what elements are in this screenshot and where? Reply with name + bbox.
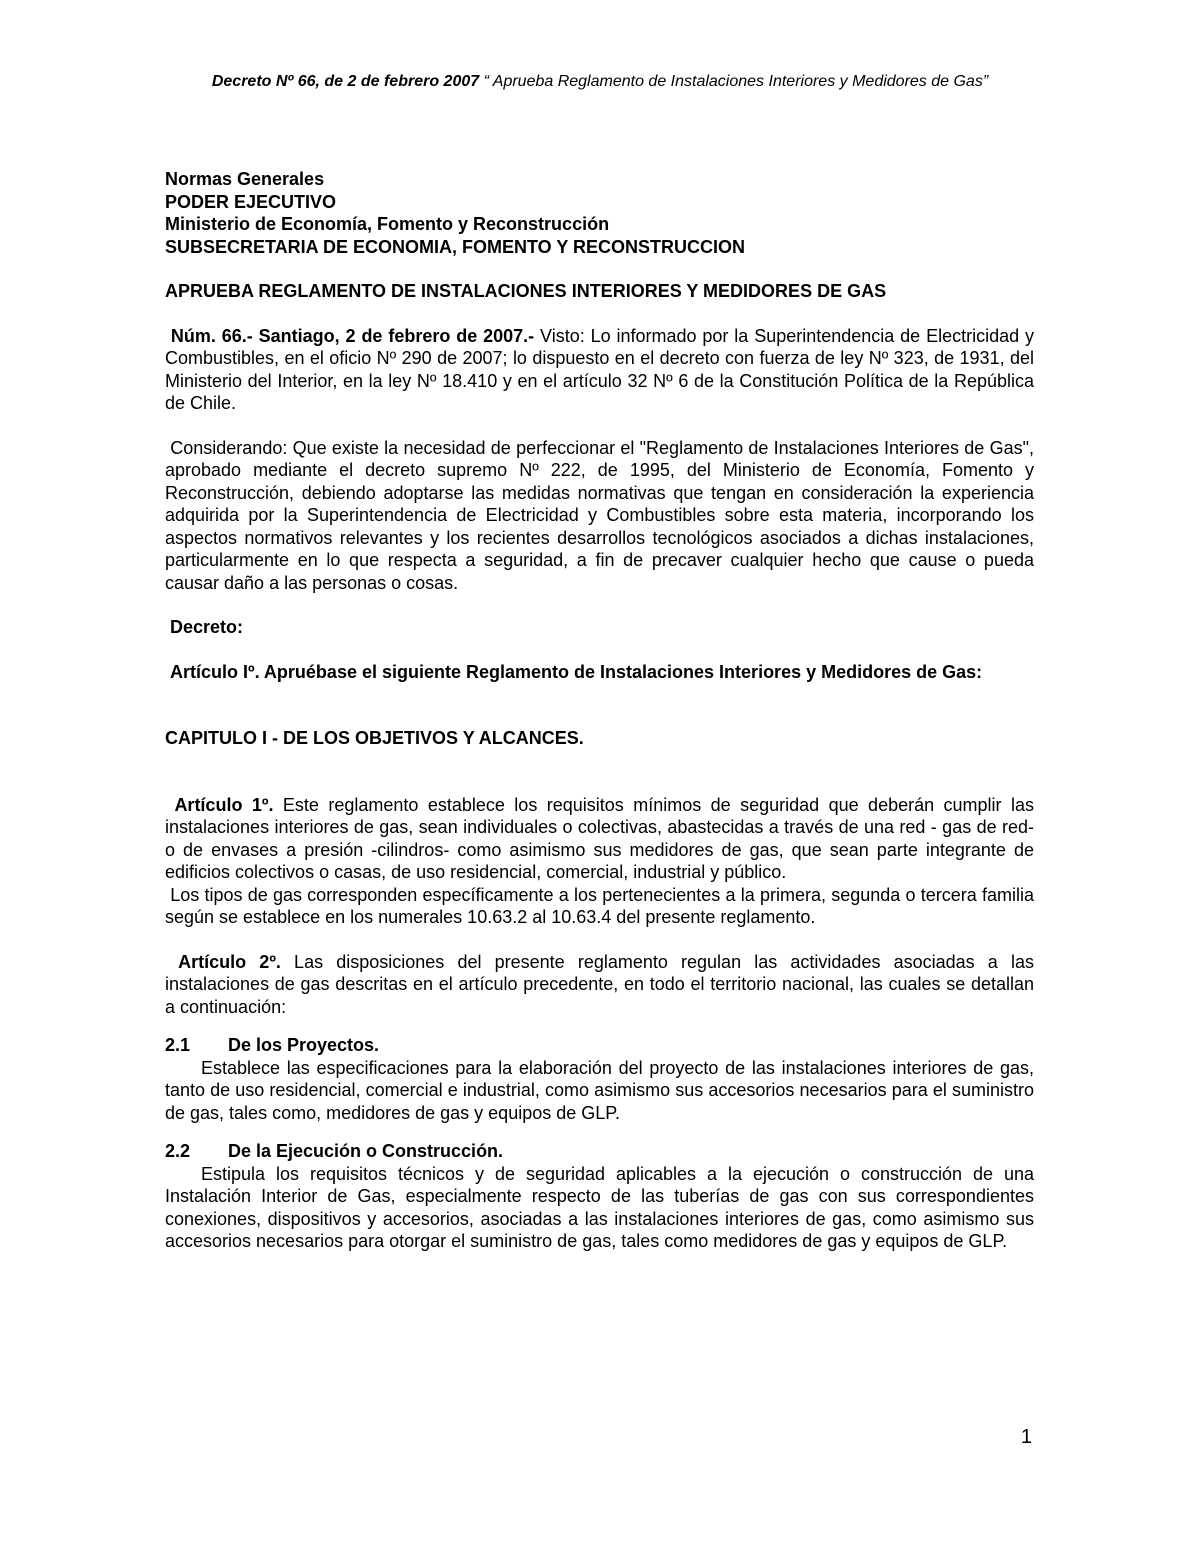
section-title: De la Ejecución o Construcción. xyxy=(228,1141,504,1161)
section-2-1-text: Establece las especificaciones para la elaboración del proyecto de las instalaciones interiores de gas, tanto de uso residencial, comercial e industrial, como asimismo sus accesorios necesarios para el suministro de gas, tales como, medidores de gas y equipos de GLP. xyxy=(165,1057,1034,1123)
running-header xyxy=(0,73,1200,91)
section-2-2-heading xyxy=(165,1140,1034,1163)
section-2-2-text: Estipula los requisitos técnicos y de seguridad aplicables a la ejecución o construcción de una Instalación Interior de Gas, especialmente respecto de las tuberías de gas con sus correspondientes conexiones, dispositivos y accesorios, asociadas a las instalaciones interiores de gas, como asimismo sus accesorios necesarios para otorgar el suministro de gas, tales como medidores de gas y equipos de GLP. xyxy=(165,1163,1034,1251)
heading-subsecretaria: SUBSECRETARIA DE ECONOMIA, FOMENTO Y RECONSTRUCCION xyxy=(165,236,746,257)
decreto-label xyxy=(165,616,1034,639)
page-number: 1 xyxy=(1020,1426,1032,1448)
section-number: 2.1 xyxy=(165,1035,191,1055)
articulo-primero xyxy=(165,661,1034,684)
considerando-paragraph xyxy=(165,437,1034,595)
decreto-label-text: Decreto: xyxy=(170,617,244,637)
visto-paragraph xyxy=(165,325,1034,415)
header-decree-reference: Decreto Nº 66, de 2 de febrero 2007 xyxy=(211,73,480,90)
decree-number-date: Núm. 66.- Santiago, 2 de febrero de 2007.- xyxy=(170,325,535,346)
section-2-1-heading xyxy=(165,1034,1034,1057)
article-1-gas-types-text: Los tipos de gas corresponden específicamente a los pertenecientes a la primera, segunda o tercera familia según se establece en los numerales 10.63.2 al 10.63.4 del presente reglamento. xyxy=(165,884,1034,927)
article-2 xyxy=(165,951,1034,1019)
document-body xyxy=(165,168,1034,1253)
article-1-label: Artículo 1º. xyxy=(174,794,274,815)
articulo-primero-text: Artículo Iº. Apruébase el siguiente Reglamento de Instalaciones Interiores y Medidores de Gas: xyxy=(170,661,983,682)
heading-normas-generales: Normas Generales xyxy=(165,169,325,189)
article-1-text: Este reglamento establece los requisitos mínimos de seguridad que deberán cumplir las instalaciones interiores de gas, sean individuales o colectivas, abastecidas a través de una red - gas de red- o de envases a presión -cilindros- como asimismo sus medidores de gas, que sean parte integrante de edificios colectivos o casas, de uso residencial, comercial, industrial y público. xyxy=(165,794,1034,882)
article-2-text: Las disposiciones del presente reglamento regulan las actividades asociadas a las instalaciones de gas descritas en el artículo precedente, en todo el territorio nacional, las cuales se detallan a continuación: xyxy=(165,951,1034,1017)
section-title: De los Proyectos. xyxy=(228,1035,380,1055)
document-title: APRUEBA REGLAMENTO DE INSTALACIONES INTERIORES Y MEDIDORES DE GAS xyxy=(165,281,887,301)
article-1 xyxy=(165,794,1034,884)
considerando-text: Considerando: Que existe la necesidad de perfeccionar el "Reglamento de Instalaciones Interiores de Gas", aprobado mediante el decreto supremo Nº 222, de 1995, del Ministerio de Economía, Fomento y Reconstrucción, debiendo adoptarse las medidas normativas que tengan en consideración la experiencia adquirida por la Superintendencia de Electricidad y Combustibles sobre esta materia, incorporando los aspectos normativos relevantes y los recientes desarrollos tecnológicos asociados a dichas instalaciones, particularmente en lo que respecta a seguridad, a fin de precaver cualquier hecho que cause o pueda causar daño a las personas o cosas. xyxy=(165,437,1034,593)
article-2-label: Artículo 2º. xyxy=(178,951,281,972)
chapter-heading: CAPITULO I - DE LOS OBJETIVOS Y ALCANCES. xyxy=(165,728,584,748)
heading-poder-ejecutivo: PODER EJECUTIVO xyxy=(165,191,337,212)
header-decree-title: “ Aprueba Reglamento de Instalaciones Interiores y Medidores de Gas” xyxy=(479,73,989,90)
visto-text: Visto: Lo informado por la Superintendencia de Electricidad y Combustibles, en el oficio Nº 290 de 2007; lo dispuesto en el decreto con fuerza de ley Nº 323, de 1931, del Ministerio del Interior, en la ley Nº 18.410 y en el artículo 32 Nº 6 de la Constitución Política de la República de Chile. xyxy=(165,325,1034,413)
section-number: 2.2 xyxy=(165,1141,191,1161)
article-1-gas-types xyxy=(165,884,1034,929)
heading-ministerio: Ministerio de Economía, Fomento y Reconstrucción xyxy=(165,214,610,234)
